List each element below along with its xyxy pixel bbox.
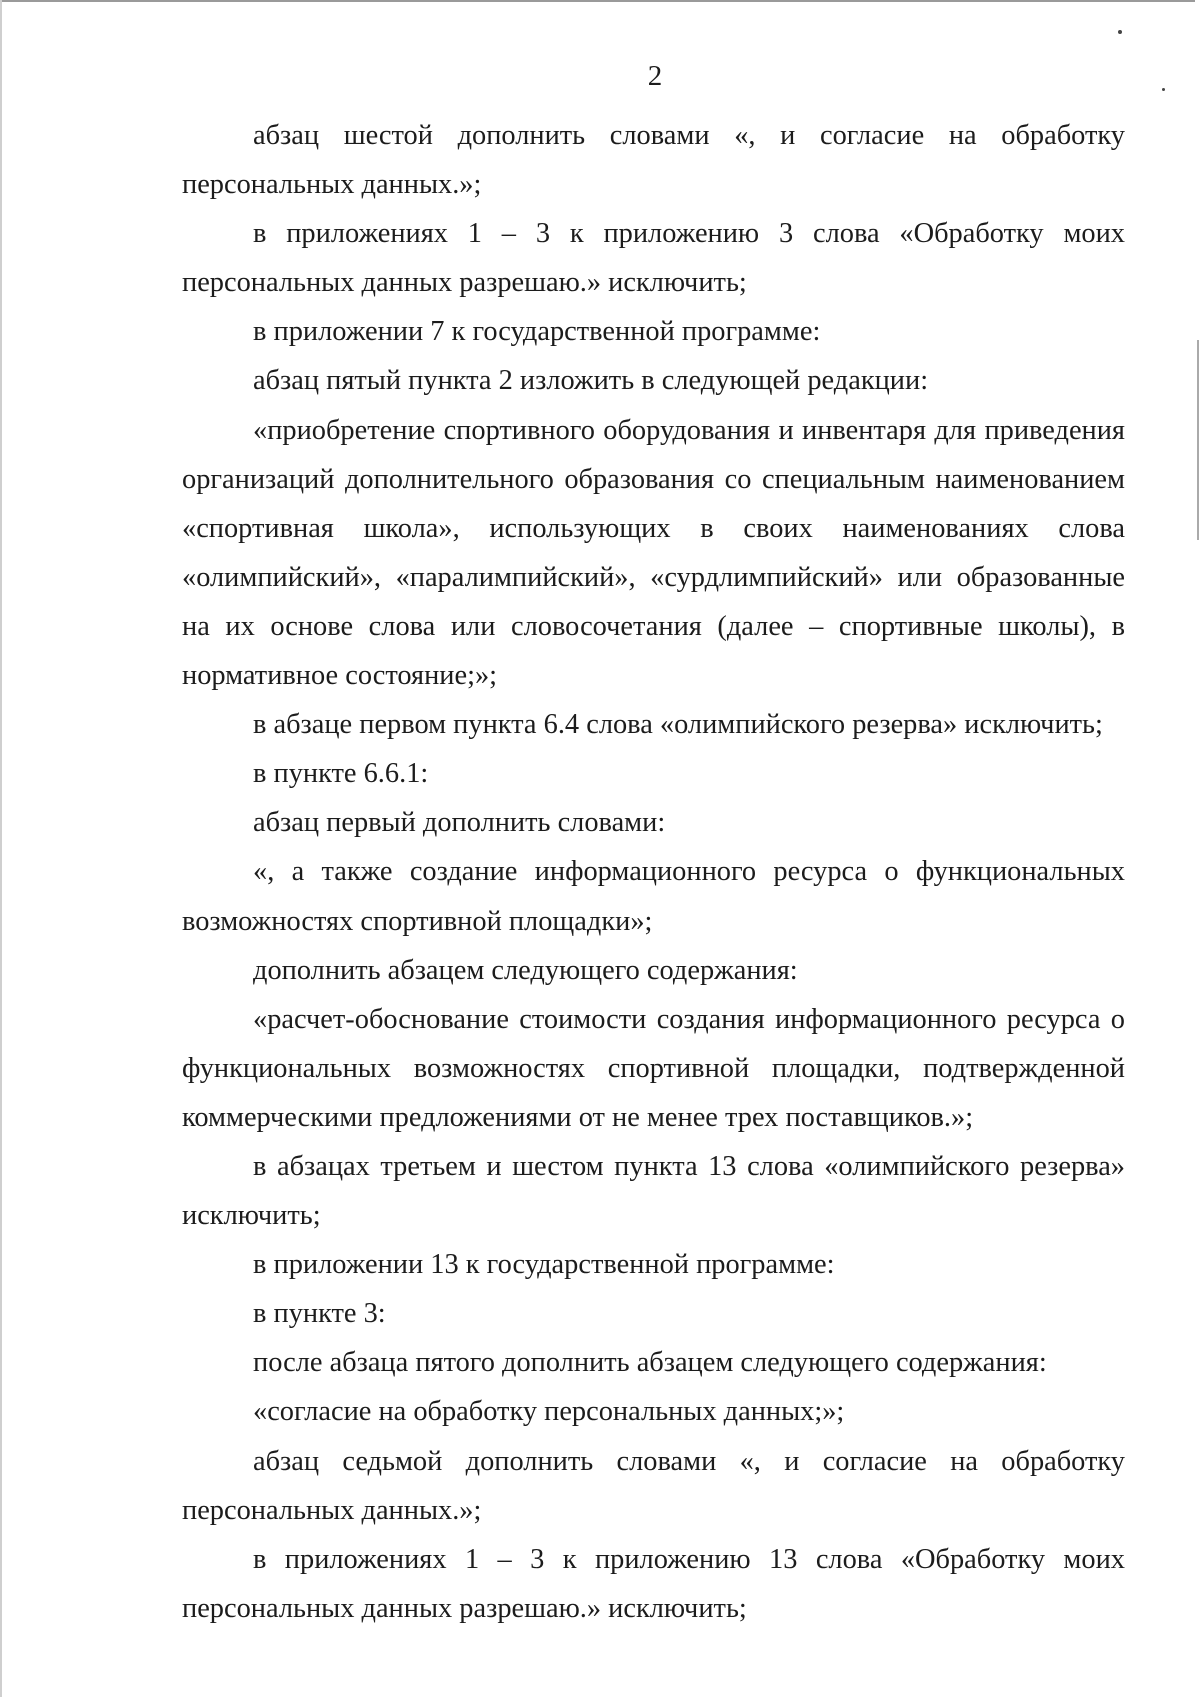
paragraph: абзац первый дополнить словами: [253, 807, 666, 839]
scan-edge-left [0, 0, 2, 1697]
page-number: 2 [647, 60, 663, 92]
paragraph: в приложении 7 к государственной программе: [253, 316, 821, 348]
paragraph: в абзаце первом пункта 6.4 слова «олимпийского резерва» исключить; [253, 709, 1103, 741]
paragraph: дополнить абзацем следующего содержания: [253, 954, 798, 986]
scan-edge-top [0, 0, 1195, 2]
scan-speck [1118, 30, 1122, 34]
paragraph: «согласие на обработку персональных данных;»; [253, 1396, 845, 1428]
paragraph: «приобретение спортивного оборудования и инвентаря для приведения организаций дополнительного образования со специальным наименованием «спортивная школа», использующих в своих наименованиях слова «олимпийский», «паралимпийский», «сурдлимпийский» или образованные на их основе слова или словосочетания (далее – спортивные школы), в нормативное состояние;»; [182, 414, 1125, 692]
paragraph: «расчет-обоснование стоимости создания информационного ресурса о функциональных возможностях спортивной площадки, подтвержденной коммерческими предложениями от не менее трех поставщиков.»; [182, 1003, 1125, 1133]
paragraph: в приложении 13 к государственной программе: [253, 1249, 835, 1281]
document-body [182, 111, 1125, 1633]
paragraph: в пункте 3: [253, 1298, 386, 1330]
paragraph: в приложениях 1 – 3 к приложению 3 слова «Обработку моих персональных данных разрешаю.» исключить; [182, 218, 1125, 299]
paragraph: абзац пятый пункта 2 изложить в следующей редакции: [253, 365, 929, 397]
scan-mark-right [1197, 340, 1199, 540]
paragraph: в приложениях 1 – 3 к приложению 13 слова «Обработку моих персональных данных разрешаю.» исключить; [182, 1543, 1125, 1624]
paragraph: абзац шестой дополнить словами «, и согласие на обработку персональных данных.»; [182, 120, 1125, 201]
paragraph: после абзаца пятого дополнить абзацем следующего содержания: [253, 1347, 1047, 1379]
paragraph: в абзацах третьем и шестом пункта 13 слова «олимпийского резерва» исключить; [182, 1150, 1125, 1232]
paragraph: «, а также создание информационного ресурса о функциональных возможностях спортивной площадки»; [182, 856, 1125, 937]
paragraph: абзац седьмой дополнить словами «, и согласие на обработку персональных данных.»; [182, 1445, 1125, 1526]
paragraph: в пункте 6.6.1: [253, 758, 429, 790]
